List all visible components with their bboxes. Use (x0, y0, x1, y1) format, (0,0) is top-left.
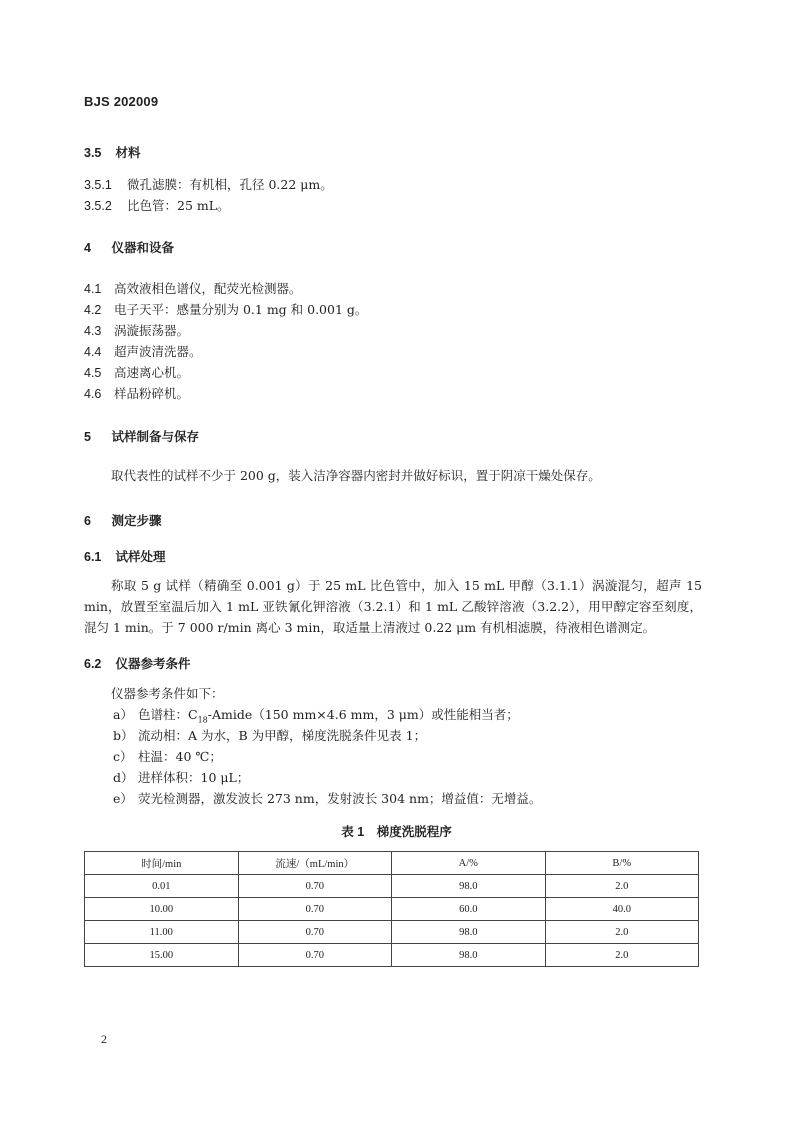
list-text: 进样体积：10 μL； (138, 770, 250, 785)
item-number: 3.5.1 (84, 178, 112, 192)
table-caption: 表 1 梯度洗脱程序 (341, 825, 452, 839)
item-4-5 (84, 363, 189, 381)
condition-item-c (113, 747, 222, 765)
table-cell: 2.0 (545, 921, 699, 944)
section-6-1-body: 称取 5 g 试样（精确至 0.001 g）于 25 mL 比色管中，加入 15 mL 甲醇（3.1.1）涡漩混匀，超声 15 min，放置至室温后加入 1 mL 亚铁氰化钾溶液（3.2.1）和 1 mL 乙酸锌溶液（3.2.2），用甲醇定容至刻度，混匀 1 min。于 7 000 r/min 离心 3 min，取适量上清液过 0.22 μm 有机相滤膜，待液相色谱测定。 (84, 578, 702, 635)
item-text: 高效液相色谱仪，配荧光检测器。 (114, 281, 302, 296)
item-text: 涡漩振荡器。 (114, 323, 190, 338)
table-row (85, 898, 699, 921)
item-3-5-1 (84, 175, 333, 193)
item-4-2 (84, 300, 367, 318)
section-title: 试样处理 (115, 550, 166, 564)
list-text: -Amide（150 mm×4.6 mm，3 μm）或性能相当者； (207, 707, 519, 722)
table-cell: 0.01 (85, 875, 239, 898)
list-text: 色谱柱：C (138, 707, 198, 722)
table-cell: 60.0 (392, 898, 546, 921)
item-number: 4.1 (84, 282, 102, 296)
section-4-heading (84, 238, 174, 256)
condition-item-e (113, 789, 541, 807)
section-title: 仪器和设备 (111, 241, 174, 255)
document-code: BJS 202009 (84, 94, 159, 109)
table-row (85, 921, 699, 944)
list-label: a） (113, 707, 133, 722)
table-cell: 40.0 (545, 898, 699, 921)
section-3-5-heading (84, 143, 141, 161)
item-number: 4.3 (84, 324, 102, 338)
table-cell: 0.70 (238, 898, 392, 921)
condition-item-b (113, 726, 426, 744)
table-cell: 10.00 (85, 898, 239, 921)
table-cell: 2.0 (545, 875, 699, 898)
list-label: e） (113, 791, 133, 806)
section-6-heading (84, 511, 162, 529)
section-5-heading (84, 427, 199, 445)
item-4-1 (84, 279, 302, 297)
section-6-1-heading (84, 547, 166, 565)
section-title: 测定步骤 (111, 514, 162, 528)
section-number: 6.2 (84, 657, 102, 671)
condition-item-d (113, 768, 249, 786)
list-text: 荧光检测器，激发波长 273 nm，发射波长 304 nm；增益值：无增益。 (138, 791, 542, 806)
table-cell: 0.70 (238, 921, 392, 944)
item-text: 样品粉碎机。 (114, 386, 190, 401)
item-number: 4.2 (84, 303, 102, 317)
section-5-body: 取代表性的试样不少于 200 g，装入洁净容器内密封并做好标识，置于阴凉干燥处保存。 (111, 468, 601, 483)
item-number: 4.4 (84, 345, 102, 359)
section-title: 材料 (115, 146, 141, 160)
table-header-cell: B/% (545, 852, 699, 875)
list-text: 柱温：40 ℃； (138, 749, 222, 764)
section-6-2-heading (84, 654, 191, 672)
table-cell: 98.0 (392, 944, 546, 967)
table-header-cell: 流速/（mL/min） (238, 852, 392, 875)
section-number: 5 (84, 430, 91, 444)
item-4-6 (84, 384, 189, 402)
page-number: 2 (101, 1032, 107, 1046)
table-cell: 0.70 (238, 944, 392, 967)
section-number: 6 (84, 514, 91, 528)
item-text: 微孔滤膜：有机相，孔径 0.22 μm。 (127, 177, 333, 192)
table-cell: 98.0 (392, 875, 546, 898)
gradient-table (84, 851, 699, 967)
section-6-2-intro: 仪器参考条件如下： (111, 686, 224, 701)
table-header-row (85, 852, 699, 875)
item-4-4 (84, 342, 202, 360)
item-text: 电子天平：感量分别为 0.1 mg 和 0.001 g。 (114, 302, 368, 317)
section-number: 3.5 (84, 146, 102, 160)
list-label: c） (113, 749, 133, 764)
table-cell: 98.0 (392, 921, 546, 944)
item-3-5-2 (84, 196, 230, 214)
table-cell: 2.0 (545, 944, 699, 967)
list-subscript: 18 (197, 715, 208, 725)
table-row (85, 875, 699, 898)
item-text: 高速离心机。 (114, 365, 190, 380)
condition-item-a (113, 705, 519, 725)
item-number: 4.6 (84, 387, 102, 401)
section-number: 6.1 (84, 550, 102, 564)
item-text: 超声波清洗器。 (114, 344, 202, 359)
table-header-cell: 时间/min (85, 852, 239, 875)
item-number: 4.5 (84, 366, 102, 380)
section-title: 仪器参考条件 (115, 657, 191, 671)
list-text: 流动相：A 为水，B 为甲醇，梯度洗脱条件见表 1； (138, 728, 427, 743)
table-cell: 0.70 (238, 875, 392, 898)
table-cell: 11.00 (85, 921, 239, 944)
table-header-cell: A/% (392, 852, 546, 875)
item-text: 比色管：25 mL。 (127, 198, 230, 213)
section-number: 4 (84, 241, 91, 255)
item-number: 3.5.2 (84, 199, 112, 213)
table-row (85, 944, 699, 967)
section-title: 试样制备与保存 (111, 430, 199, 444)
list-label: d） (113, 770, 134, 785)
item-4-3 (84, 321, 189, 339)
list-label: b） (113, 728, 134, 743)
table-cell: 15.00 (85, 944, 239, 967)
